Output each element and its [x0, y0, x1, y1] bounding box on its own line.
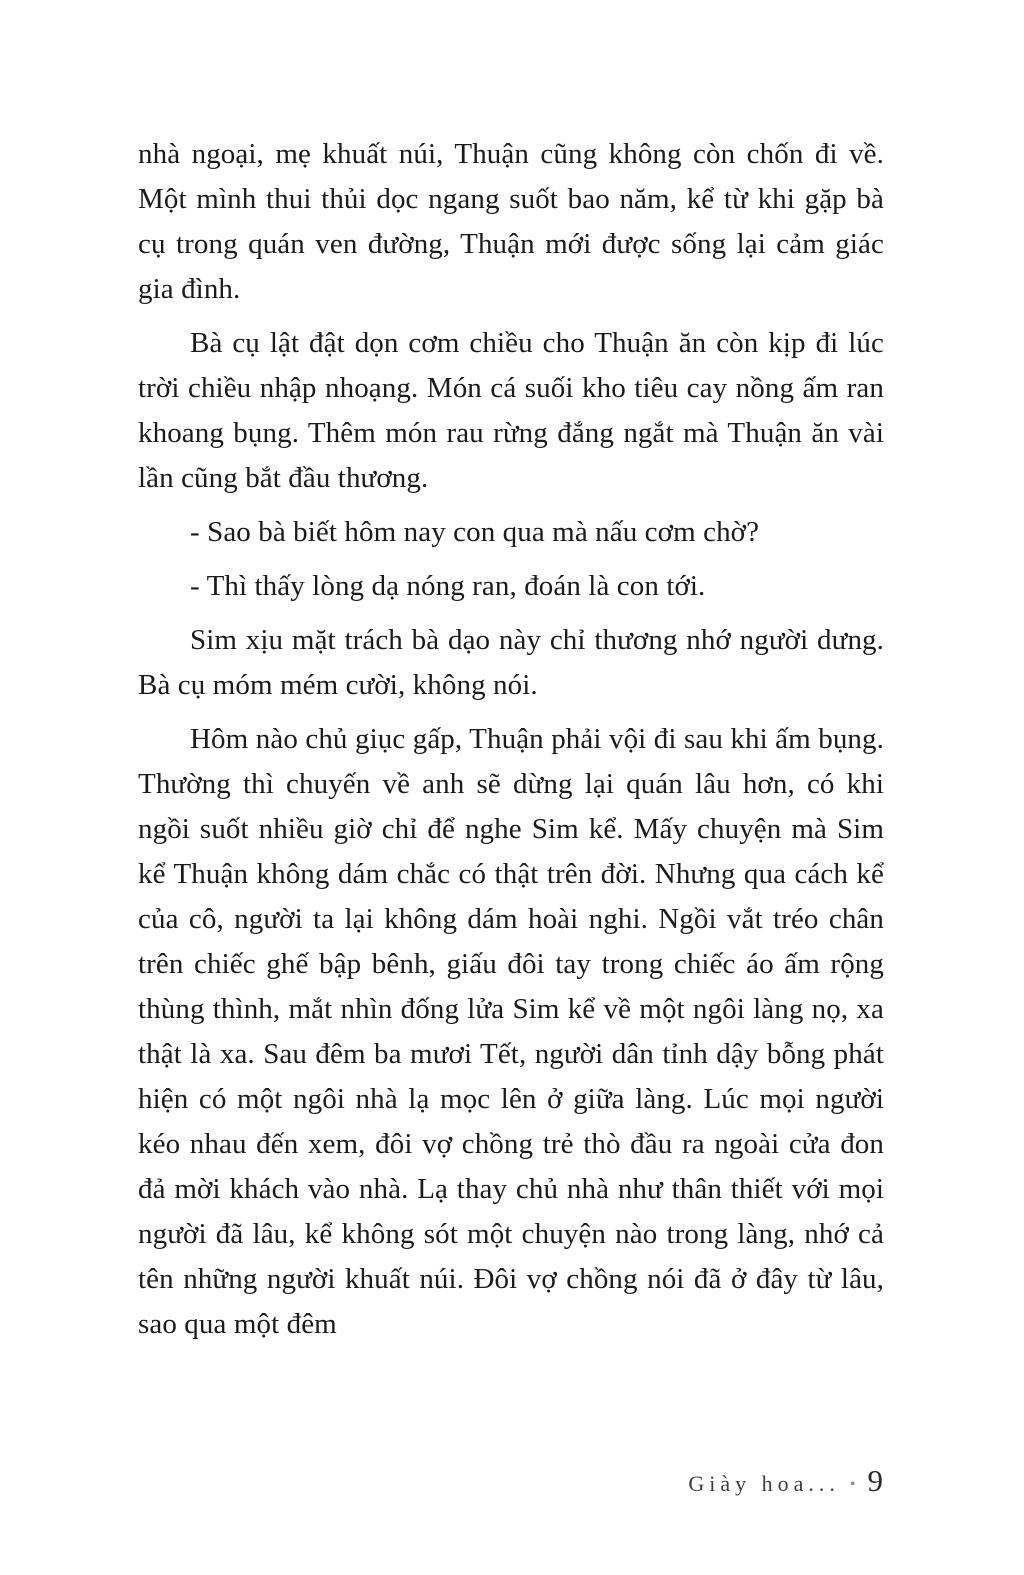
- paragraph: nhà ngoại, mẹ khuất núi, Thuận cũng không còn chốn đi về. Một mình thui thủi dọc ngang suốt bao năm, kể từ khi gặp bà cụ trong quán ven đường, Thuận mới được sống lại cảm giác gia đình.: [138, 138, 884, 305]
- paragraph: - Thì thấy lòng dạ nóng ran, đoán là con tới.: [190, 570, 706, 602]
- footer-separator-dot: •: [849, 1476, 856, 1493]
- page-number: 9: [867, 1463, 883, 1498]
- body-text: [138, 132, 884, 1347]
- paragraph: Hôm nào chủ giục gấp, Thuận phải vội đi sau khi ấm bụng. Thường thì chuyến về anh sẽ dừng lại quán lâu hơn, có khi ngồi suốt nhiều giờ chỉ để nghe Sim kể. Mấy chuyện mà Sim kể Thuận không dám chắc có thật trên đời. Nhưng qua cách kể của cô, người ta lại không dám hoài nghi. Ngồi vắt tréo chân trên chiếc ghế bập bênh, giấu đôi tay trong chiếc áo ấm rộng thùng thình, mắt nhìn đống lửa Sim kể về một ngôi làng nọ, xa thật là xa. Sau đêm ba mươi Tết, người dân tỉnh dậy bỗng phát hiện có một ngôi nhà lạ mọc lên ở giữa làng. Lúc mọi người kéo nhau đến xem, đôi vợ chồng trẻ thò đầu ra ngoài cửa đon đả mời khách vào nhà. Lạ thay chủ nhà như thân thiết với mọi người đã lâu, kể không sót một chuyện nào trong làng, nhớ cả tên những người khuất núi. Đôi vợ chồng nói đã ở đây từ lâu, sao qua một đêm: [138, 723, 884, 1340]
- running-title: Giày hoa...: [688, 1471, 840, 1496]
- paragraph: Sim xịu mặt trách bà dạo này chỉ thương nhớ người dưng. Bà cụ móm mém cười, không nói.: [138, 624, 884, 701]
- paragraph: - Sao bà biết hôm nay con qua mà nấu cơm chờ?: [190, 516, 760, 548]
- page-footer: [688, 1463, 883, 1499]
- paragraph: Bà cụ lật đật dọn cơm chiều cho Thuận ăn còn kịp đi lúc trời chiều nhập nhoạng. Món cá suối kho tiêu cay nồng ấm ran khoang bụng. Thêm món rau rừng đắng ngắt mà Thuận ăn vài lần cũng bắt đầu thương.: [138, 327, 884, 494]
